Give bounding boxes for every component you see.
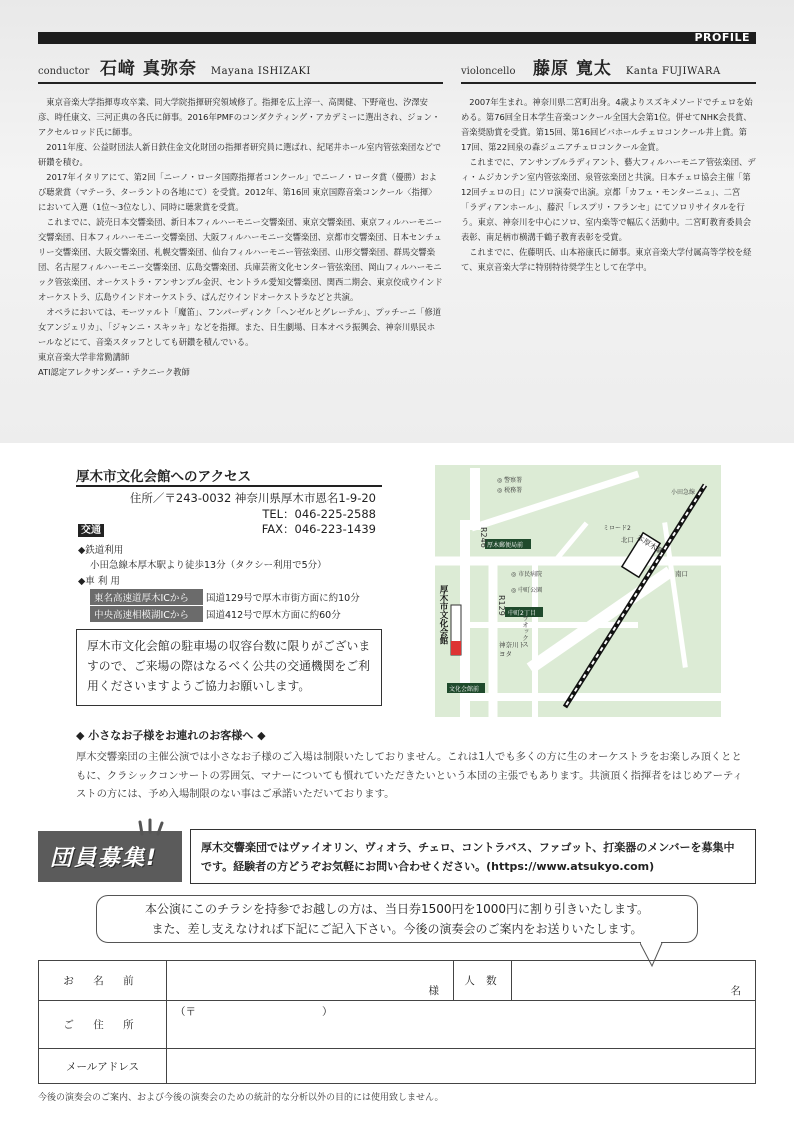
highway-name: 中央高速相模湖ICから bbox=[90, 606, 203, 622]
conductor-bio-paragraph: 2011年度、公益財団法人新日鉄住金文化財団の指揮者研究員に選ばれ、紀尾井ホール室内管弦楽団などで研鑽を積む。 bbox=[38, 142, 442, 167]
map-label-hall: 厚木市文化会館 bbox=[438, 585, 448, 645]
sama-suffix: 様 bbox=[428, 985, 439, 997]
car-label: ◆車 利 用 bbox=[78, 576, 120, 587]
rail-label: ◆鉄道利用 bbox=[78, 545, 124, 556]
profile-header-bar bbox=[38, 32, 756, 44]
privacy-footnote: 今後の演奏会のご案内、および今後の演奏会のための統計的な分析以外の目的には使用致しません。 bbox=[38, 1093, 444, 1103]
conductor-role: conductor bbox=[38, 66, 90, 77]
cellist-name-row bbox=[461, 54, 756, 84]
map-label-laox: ラオックス bbox=[521, 615, 529, 648]
emphasis-burst-icon bbox=[138, 818, 164, 836]
cellist-name-en: Kanta FUJIWARA bbox=[625, 66, 721, 77]
fax-text: FAX：046-223-1439 bbox=[261, 522, 376, 536]
map-graphic bbox=[435, 465, 721, 717]
mail-label: メールアドレス bbox=[39, 1049, 167, 1084]
map-label-nakacho: 中町2丁目 bbox=[508, 610, 536, 617]
recruit-badge-text: 団員募集! bbox=[50, 846, 159, 871]
discount-line-1: 本公演にこのチラシを持参でお越しの方は、当日券1500円を1000円に割り引きいたします。 bbox=[144, 902, 650, 916]
discount-bubble bbox=[96, 895, 698, 943]
map-label-south-exit: 南口 bbox=[675, 570, 688, 578]
recruit-text: 厚木交響楽団ではヴァイオリン、ヴィオラ、チェロ、コントラバス、ファゴット、打楽器のメンバーを募集中です。経験者の方どうぞお気軽にお問い合わせください。(https://www.atsukyo.com) bbox=[190, 829, 756, 884]
address-label: ご 住 所 bbox=[39, 1001, 167, 1049]
conductor-name-jp: 石﨑 真弥奈 bbox=[100, 59, 197, 79]
map-label-post: 厚木郵便局前 bbox=[487, 542, 524, 549]
conductor-name-en: Mayana ISHIZAKI bbox=[210, 66, 311, 77]
map-label-mylord: ミロード2 bbox=[603, 525, 631, 532]
cellist-profile bbox=[461, 54, 756, 275]
highway-route: 国道412号で厚木方面に約60分 bbox=[206, 610, 341, 621]
map-label-r129: R129 bbox=[497, 595, 506, 616]
map-label-odakyu: 小田急線 bbox=[671, 489, 696, 496]
map-label-hall-tag: 文化会館前 bbox=[449, 686, 480, 693]
transport-label: 交通 bbox=[78, 524, 104, 537]
name-field[interactable] bbox=[167, 961, 454, 1001]
cellist-name-jp: 藤原 寛太 bbox=[533, 59, 612, 79]
conductor-bio-paragraph: 2017年イタリアにて、第2回「ニーノ・ロータ国際指揮者コンクール」でニーノ・ロータ賞（優勝）および聴衆賞（マテーラ、ターラントの各地にて）を受賞。2012年、第16回 東京国際音楽コンクール〈指揮〉において入選（1位〜3位なし）、同時に聴衆賞を受賞。 bbox=[38, 172, 437, 212]
address-field[interactable] bbox=[167, 1001, 756, 1049]
name-label: お 名 前 bbox=[39, 961, 167, 1001]
map-label-station: 本厚木駅 bbox=[634, 532, 666, 557]
access-divider bbox=[76, 485, 382, 487]
conductor-bio-paragraph: オペラにおいては、モーツァルト「魔笛」、フンパーディンク「ヘンゼルとグレーテル」、プッチーニ「修道女アンジェリカ」、「ジャンニ・スキッキ」などを指揮。また、日生劇場、日本オペラ振興会、神奈川県民ホールなどにて、音楽スタッフとしても研鑽を積んでいる。 bbox=[38, 307, 442, 347]
address-text: 住所／〒243-0032 神奈川県厚木市恩名1-9-20 bbox=[129, 491, 376, 505]
recruit-badge bbox=[38, 831, 182, 882]
cellist-bio bbox=[461, 95, 756, 275]
highway-name: 東名高速道厚木ICから bbox=[90, 589, 203, 605]
map-label-police: ◎ 警察署 bbox=[497, 477, 523, 484]
cellist-bio-paragraph: 2007年生まれ。神奈川県二宮町出身。4歳よりスズキメソードでチェロを始める。第76回全日本学生音楽コンクール全国大会第1位。併せてNHK会長賞、音楽奨励賞を受賞。第15回、第16回ビバホールチェロコンクール井上賞。第17回、第22回泉の森ジュニアチェロコンクール金賞。 bbox=[461, 97, 753, 152]
highway-route: 国道129号で厚木市街方面に約10分 bbox=[206, 593, 360, 604]
highway-row bbox=[90, 606, 341, 622]
contact-form bbox=[38, 960, 756, 1084]
conductor-certification: ATI認定アレクサンダー・テクニーク教師 bbox=[38, 367, 190, 377]
map-label-hospital: ◎ 市民病院 bbox=[511, 571, 543, 578]
cellist-role: violoncello bbox=[461, 66, 516, 77]
conductor-name-row bbox=[38, 54, 443, 84]
tel-text: TEL：046-225-2588 bbox=[262, 506, 376, 521]
road-short bbox=[555, 525, 585, 561]
mail-field[interactable] bbox=[167, 1049, 756, 1084]
parking-notice: 厚木市文化会館の駐車場の収容台数に限りがございますので、ご来場の際はなるべく公共の交通機関をご利用くださいますようご協力お願いします。 bbox=[76, 629, 382, 706]
access-contact bbox=[110, 491, 376, 538]
access-map bbox=[435, 465, 721, 717]
map-label-park: ◎ 中町公園 bbox=[511, 587, 543, 594]
cellist-bio-paragraph: これまでに、アンサンブルラディアント、藝大フィルハーモニア管弦楽団、ディ・ムジカンテン室内管弦楽団、泉管弦楽団と共演。日本チェロ協会主催「第12回チェロの日」にソロ演奏で出演。京都「カフェ・モンターニュ」、二宮「ラディアンホール」、藤沢「レスプリ・フランセ」にてソロリサイタルを行う。東京、神奈川を中心にソロ、室内楽等で幅広く活動中。二宮町教育委員会表彰、南足柄市横溝千鶴子教育表彰を受賞。 bbox=[461, 157, 756, 242]
profile-tag: PROFILE bbox=[694, 31, 750, 44]
map-label-r246: R246 bbox=[479, 527, 488, 548]
hall-marker bbox=[451, 641, 461, 655]
count-label: 人 数 bbox=[454, 961, 512, 1001]
conductor-bio-paragraph: これまでに、読売日本交響楽団、新日本フィルハーモニー交響楽団、東京交響楽団、東京フィルハーモニー交響楽団、日本フィルハーモニー交響楽団、大阪フィルハーモニー交響楽団、京都市交響楽団、日本センチュリー交響楽団、大阪交響楽団、札幌交響楽団、仙台フィルハーモニー管弦楽団、山形交響楽団、群馬交響楽団、名古屋フィルハーモニー交響楽団、広島交響楽団、兵庫芸術文化センター管弦楽団、岡山フィルハーモニック管弦楽団、オーケストラ・アンサンブル金沢、セントラル愛知交響楽団、関西二期会、東京佼成ウインドオーケストラ、広島ウインドオーケストラ、ぱんだウインドオーケストラなどと共演。 bbox=[38, 217, 443, 302]
count-field[interactable] bbox=[512, 961, 756, 1001]
profile-section bbox=[0, 0, 794, 443]
conductor-bio bbox=[38, 95, 443, 380]
cellist-bio-paragraph: これまでに、佐藤明氏、山本裕康氏に師事。東京音楽大学付属高等学校を経て、東京音楽大学に特別特待奨学生として在学中。 bbox=[461, 247, 752, 272]
conductor-bio-paragraph: 東京音楽大学指揮専攻卒業、同大学院指揮研究領域修了。指揮を広上淳一、高関健、下野竜也、汐澤安彦、時任康文、三河正典の各氏に師事。2016年PMFのコンダクティング・アカデミーに選出され、ジョン・アクセルロッド氏に師事。 bbox=[38, 97, 441, 137]
access-title: 厚木市文化会館へのアクセス bbox=[76, 469, 252, 485]
mei-suffix: 名 bbox=[730, 985, 741, 997]
map-label-toyota: 神奈川トヨタ bbox=[499, 641, 525, 658]
map-label-tax: ◎ 税務署 bbox=[497, 487, 523, 494]
children-notice-text: 厚木交響楽団の主催公演では小さなお子様のご入場は制限いたしておりません。これは1人でも多くの方に生のオーケストラをお楽しみ頂くとともに、クラシックコンサートの雰囲気、マナーについても慣れていただきたいという本団の主張でもあります。共演頂く指揮者をはじめアーティストの方には、予め入場制限のない事はご承諾いただいております。 bbox=[76, 751, 743, 800]
children-notice-title: ◆ 小さなお子様をお連れのお客様へ ◆ bbox=[76, 729, 266, 742]
rail-text: 小田急線本厚木駅より徒歩13分（タクシー利用で5分） bbox=[90, 560, 327, 571]
map-label-north-exit: 北口 bbox=[621, 536, 634, 544]
road-r246 bbox=[465, 473, 475, 717]
conductor-profile bbox=[38, 54, 443, 380]
postal-code-hint: （〒 ） bbox=[175, 1006, 333, 1018]
discount-line-2: また、差し支えなければ下記にご記入下さい。今後の演奏会のご案内をお送りいたします。 bbox=[151, 922, 643, 936]
conductor-position: 東京音楽大学非常勤講師 bbox=[38, 352, 130, 362]
highway-row bbox=[90, 589, 360, 605]
